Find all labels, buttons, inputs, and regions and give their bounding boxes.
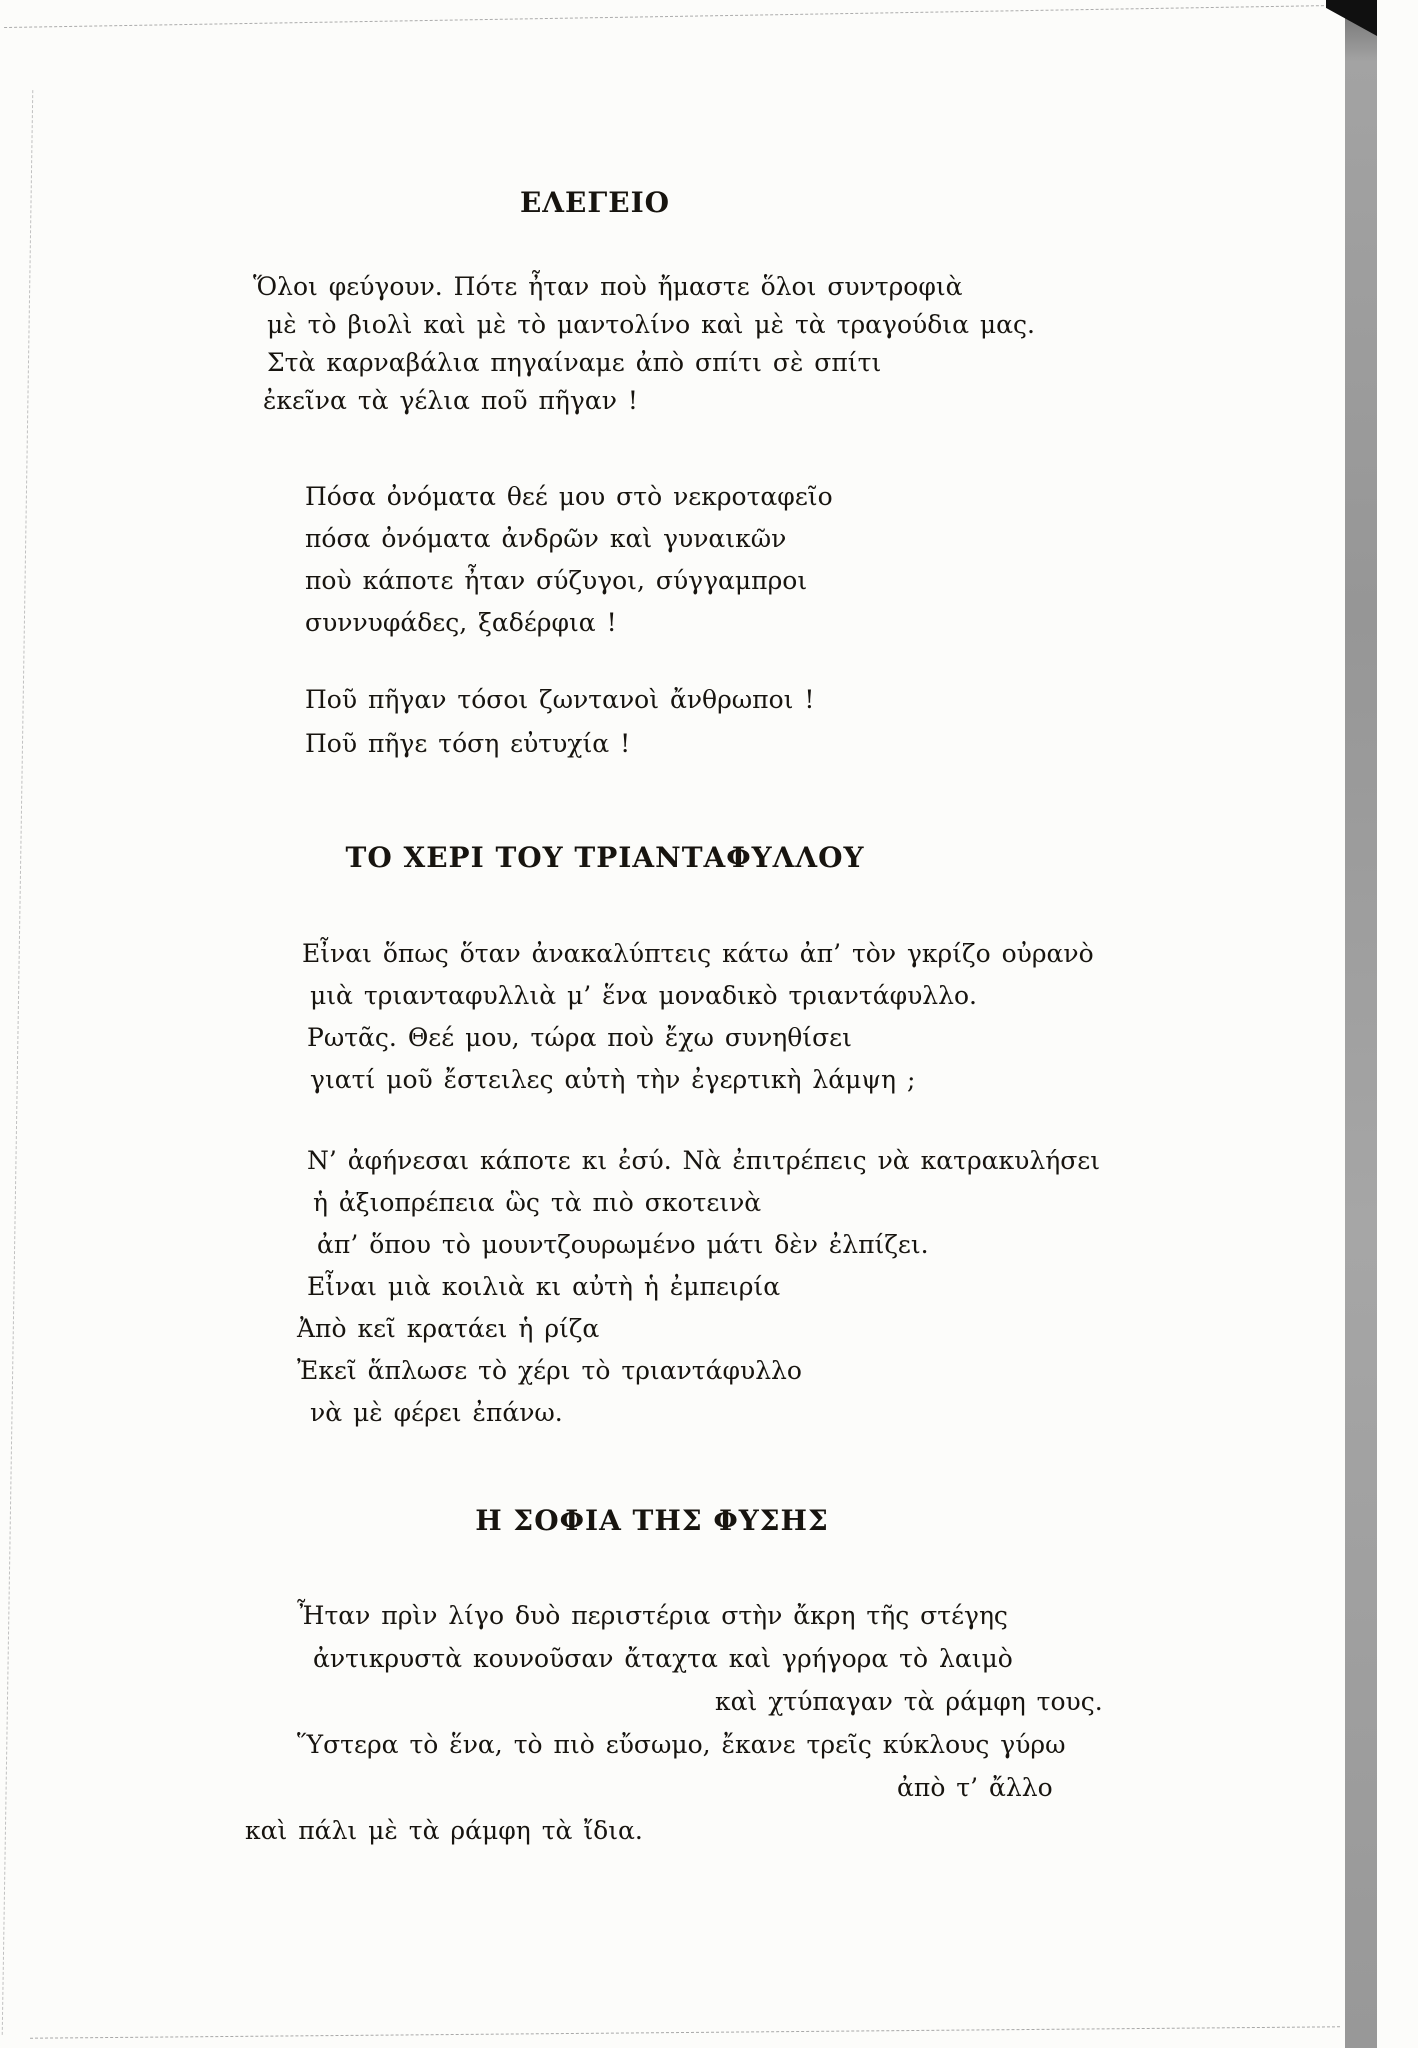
scan-gutter-band [1345, 0, 1377, 2048]
scan-edge-bottom [30, 2026, 1340, 2038]
poem-line: Εἶναι μιὰ κοιλιὰ κι αὐτὴ ἡ ἐμπειρία [307, 1272, 781, 1301]
poem-line: Ἦταν πρὶν λίγο δυὸ περιστέρια στὴν ἄκρη τῆς στέγης [297, 1601, 1008, 1630]
poem-line: πόσα ὀνόματα ἀνδρῶν καὶ γυναικῶν [305, 524, 787, 553]
stanza [305, 476, 833, 644]
poem-line: ἐκεῖνα τὰ γέλια ποῦ πῆγαν ! [263, 386, 638, 415]
stanza [297, 1140, 1100, 1434]
poem-line: ποὺ κάποτε ἦταν σύζυγοι, σύγγαμπροι [305, 566, 808, 595]
poem-line: Ρωτᾶς. Θεέ μου, τώρα ποὺ ἔχω συνηθίσει [307, 1023, 852, 1052]
poem-line: Ἐκεῖ ἅπλωσε τὸ χέρι τὸ τριαντάφυλλο [297, 1356, 802, 1385]
poem-line: Ν’ ἀφήνεσαι κάποτε κι ἐσύ. Νὰ ἐπιτρέπεις νὰ κατρακυλήσει [307, 1146, 1101, 1175]
scan-edge-top [4, 5, 1334, 28]
poem-line: Ὅλοι φεύγουν. Πότε ἦταν ποὺ ἤμαστε ὅλοι συντροφιὰ [253, 272, 963, 301]
poem-title-to-cheri: ΤΟ ΧΕΡΙ ΤΟΥ ΤΡΙΑΝΤΑΦΥΛΛΟΥ [345, 841, 865, 874]
poem-line: συννυφάδες, ξαδέρφια ! [305, 608, 617, 637]
stanza [253, 268, 1035, 420]
poem-line: Ὕστερα τὸ ἕνα, τὸ πιὸ εὔσωμο, ἔκανε τρεῖς κύκλους γύρω [297, 1730, 1066, 1759]
poem-line: ἡ ἀξιοπρέπεια ὣς τὰ πιὸ σκοτεινὰ [313, 1188, 762, 1217]
poem-line: μιὰ τριανταφυλλιὰ μ’ ἕνα μοναδικὸ τριαντάφυλλο. [310, 981, 977, 1010]
poem-line: νὰ μὲ φέρει ἐπάνω. [310, 1398, 563, 1427]
poem-title-elegeio: ΕΛΕΓΕΙΟ [519, 186, 671, 219]
stanza [245, 1594, 1103, 1852]
poem-line: μὲ τὸ βιολὶ καὶ μὲ τὸ μαντολίνο καὶ μὲ τὰ τραγούδια μας. [267, 310, 1035, 339]
poem-line: Ποῦ πῆγαν τόσοι ζωντανοὶ ἄνθρωποι ! [305, 685, 815, 714]
poem-line: γιατί μοῦ ἔστειλες αὐτὴ τὴν ἐγερτικὴ λάμψη ; [310, 1065, 916, 1094]
poem-line: ἀντικρυστὰ κουνοῦσαν ἄταχτα καὶ γρήγορα τὸ λαιμὸ [313, 1644, 1013, 1673]
stanza [302, 933, 1094, 1101]
poem-line: Ποῦ πῆγε τόση εὐτυχία ! [305, 729, 631, 758]
poem-title-sofia-fysis: Η ΣΟΦΙΑ ΤΗΣ ΦΥΣΗΣ [475, 1504, 829, 1537]
poem-line: Εἶναι ὅπως ὅταν ἀνακαλύπτεις κάτω ἀπ’ τὸν γκρίζο οὐρανὸ [302, 939, 1094, 968]
stanza [305, 678, 814, 766]
poem-line: καὶ πάλι μὲ τὰ ράμφη τὰ ἴδια. [245, 1816, 643, 1845]
poem-line: καὶ χτύπαγαν τὰ ράμφη τους. [715, 1687, 1103, 1716]
poem-line: Πόσα ὀνόματα θεέ μου στὸ νεκροταφεῖο [305, 482, 833, 511]
poem-line: ἀπὸ τ’ ἄλλο [897, 1773, 1053, 1802]
poem-line: Ἀπὸ κεῖ κρατάει ἡ ρίζα [297, 1314, 600, 1343]
poem-line: ἀπ’ ὅπου τὸ μουντζουρωμένο μάτι δὲν ἐλπίζει. [317, 1230, 929, 1259]
poem-line: Στὰ καρναβάλια πηγαίναμε ἀπὸ σπίτι σὲ σπίτι [267, 348, 882, 377]
scan-edge-left [2, 90, 34, 2035]
